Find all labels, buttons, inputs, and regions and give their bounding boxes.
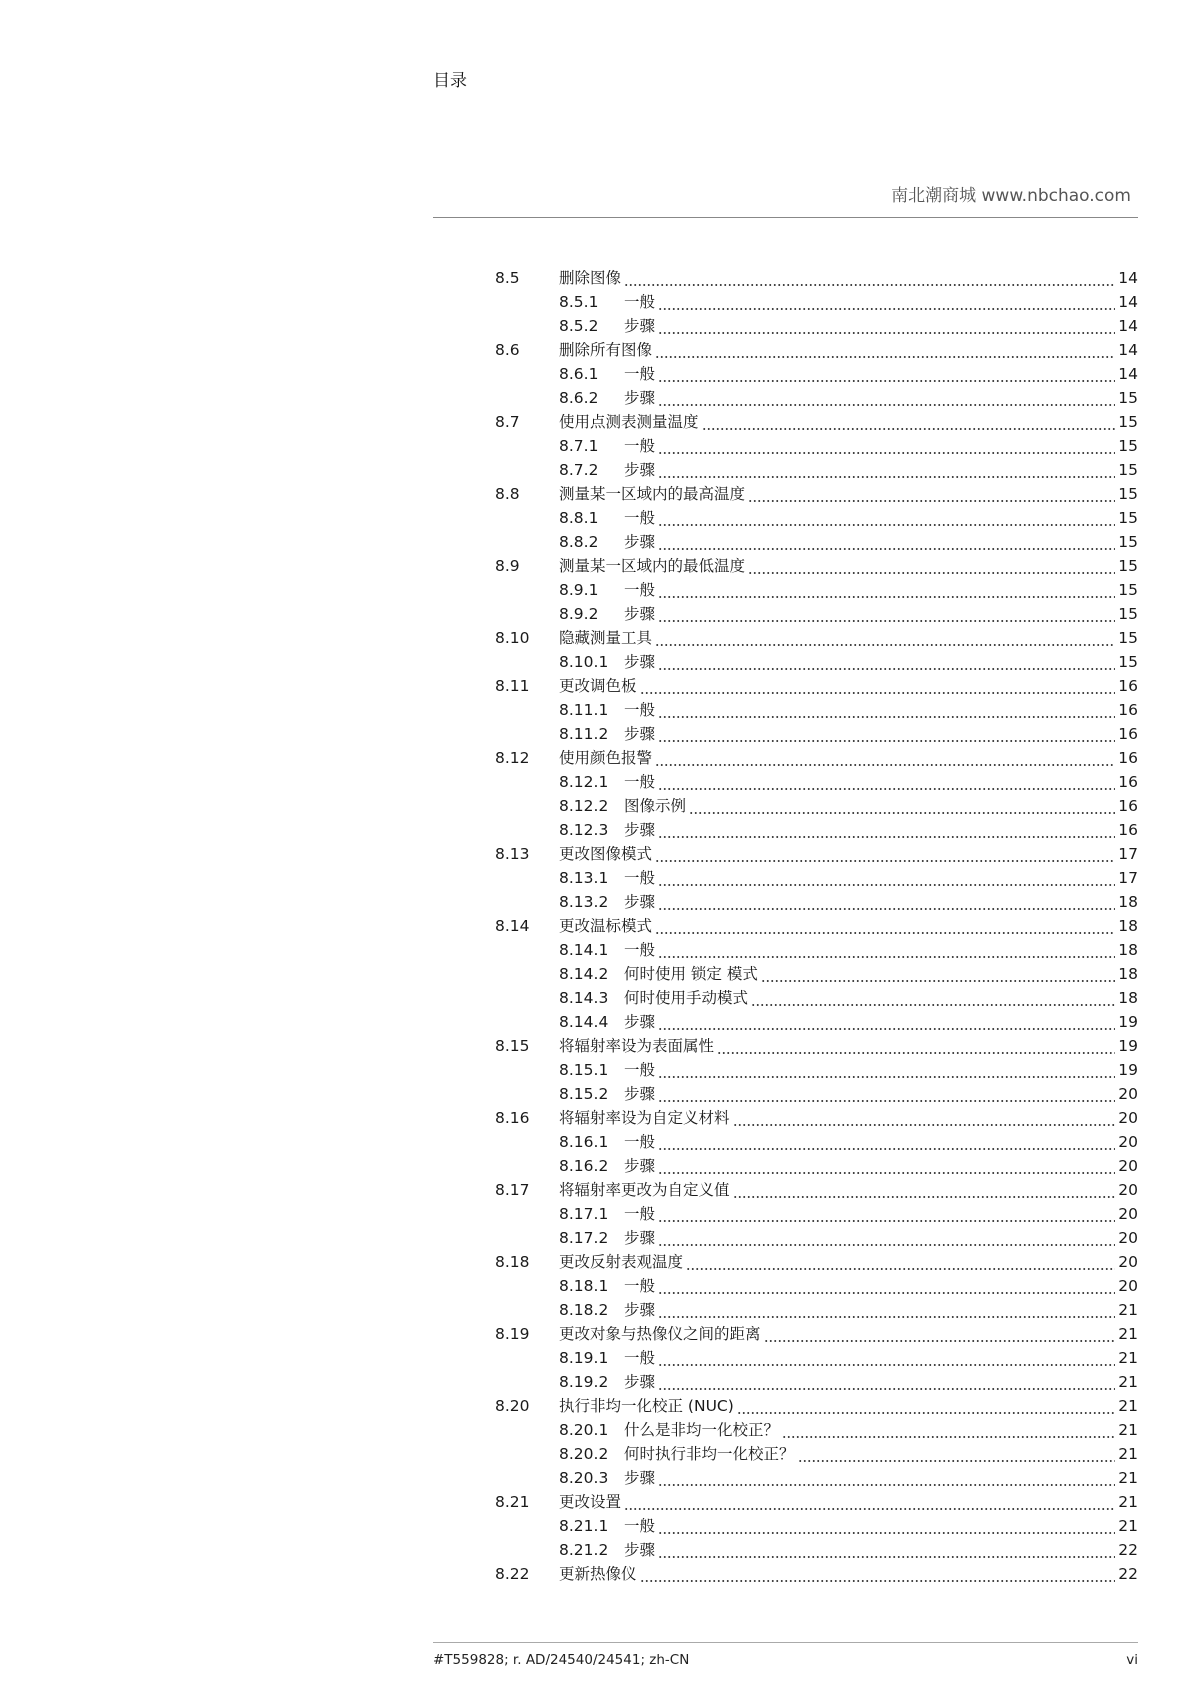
toc-entry-number: 8.5.1: [559, 293, 599, 311]
toc-entry-title: 使用颜色报警: [559, 749, 653, 767]
toc-entry[interactable]: [495, 746, 1138, 770]
toc-entry-title: 一般: [624, 1349, 656, 1367]
toc-dot-leader: [658, 884, 1115, 886]
toc-subentry[interactable]: [495, 1442, 1138, 1466]
toc-entry[interactable]: [495, 338, 1138, 362]
toc-entry-number: 8.11: [495, 677, 530, 695]
toc-dot-leader: [748, 572, 1115, 574]
toc-entry[interactable]: [495, 1178, 1138, 1202]
toc-entry-page: 15: [1118, 413, 1138, 431]
toc-entry-title: 执行非均一化校正 (NUC): [559, 1397, 734, 1415]
toc-entry-number: 8.13.2: [559, 893, 609, 911]
toc-entry-page: 21: [1118, 1445, 1138, 1463]
toc-dot-leader: [655, 860, 1115, 862]
toc-dot-leader: [689, 812, 1115, 814]
toc-entry[interactable]: [495, 1562, 1138, 1586]
toc-entry-page: 22: [1118, 1541, 1138, 1559]
toc-subentry[interactable]: [495, 866, 1138, 890]
toc-entry-number: 8.6: [495, 341, 520, 359]
toc-entry-title: 一般: [624, 1061, 656, 1079]
toc-entry-title: 什么是非均一化校正？: [624, 1421, 780, 1439]
toc-subentry[interactable]: [495, 1010, 1138, 1034]
toc-dot-leader: [658, 1244, 1115, 1246]
toc-entry-page: 16: [1118, 821, 1138, 839]
toc-subentry[interactable]: [495, 1538, 1138, 1562]
toc-subentry[interactable]: [495, 506, 1138, 530]
toc-dot-leader: [658, 1316, 1115, 1318]
toc-entry-number: 8.14.4: [559, 1013, 609, 1031]
toc-subentry[interactable]: [495, 1298, 1138, 1322]
toc-entry-title: 步骤: [624, 461, 656, 479]
toc-entry-page: 21: [1118, 1421, 1138, 1439]
toc-dot-leader: [658, 596, 1115, 598]
toc-dot-leader: [748, 500, 1115, 502]
toc-dot-leader: [658, 788, 1115, 790]
toc-entry-number: 8.5: [495, 269, 520, 287]
toc-dot-leader: [658, 1556, 1115, 1558]
toc-entry-number: 8.8: [495, 485, 520, 503]
toc-entry-title: 步骤: [624, 317, 656, 335]
toc-entry-page: 21: [1118, 1493, 1138, 1511]
toc-subentry[interactable]: [495, 578, 1138, 602]
toc-entry-title: 使用点测表测量温度: [559, 413, 699, 431]
toc-entry-number: 8.20: [495, 1397, 530, 1415]
toc-entry-number: 8.16: [495, 1109, 530, 1127]
toc-entry-page: 14: [1118, 269, 1138, 287]
toc-entry-title: 一般: [624, 1133, 656, 1151]
toc-entry-page: 18: [1118, 941, 1138, 959]
toc-entry-page: 18: [1118, 917, 1138, 935]
toc-entry-title: 更新热像仪: [559, 1565, 637, 1583]
toc-dot-leader: [764, 1340, 1116, 1342]
toc-entry-number: 8.14.3: [559, 989, 609, 1007]
toc-entry-page: 21: [1118, 1349, 1138, 1367]
toc-dot-leader: [733, 1124, 1116, 1126]
toc-entry-title: 一般: [624, 1205, 656, 1223]
header-divider: [433, 217, 1138, 218]
toc-subentry[interactable]: [495, 986, 1138, 1010]
toc-entry-page: 14: [1118, 317, 1138, 335]
toc-entry-number: 8.12: [495, 749, 530, 767]
toc-entry-title: 步骤: [624, 1373, 656, 1391]
toc-entry-page: 20: [1118, 1277, 1138, 1295]
toc-entry-number: 8.5.2: [559, 317, 599, 335]
toc-entry-title: 步骤: [624, 1301, 656, 1319]
toc-subentry[interactable]: [495, 1514, 1138, 1538]
toc-entry-title: 步骤: [624, 605, 656, 623]
toc-subentry[interactable]: [495, 698, 1138, 722]
toc-entry-page: 15: [1118, 581, 1138, 599]
toc-entry-title: 步骤: [624, 389, 656, 407]
toc-dot-leader: [658, 1292, 1115, 1294]
toc-entry[interactable]: [495, 1034, 1138, 1058]
toc-entry-title: 更改调色板: [559, 677, 637, 695]
toc-entry-number: 8.11.2: [559, 725, 609, 743]
toc-entry-number: 8.21.1: [559, 1517, 609, 1535]
toc-entry-page: 15: [1118, 605, 1138, 623]
toc-entry-number: 8.18.1: [559, 1277, 609, 1295]
toc-entry-page: 20: [1118, 1229, 1138, 1247]
toc-entry-page: 20: [1118, 1085, 1138, 1103]
toc-entry-page: 20: [1118, 1181, 1138, 1199]
toc-entry-page: 14: [1118, 365, 1138, 383]
toc-entry-page: 21: [1118, 1301, 1138, 1319]
toc-dot-leader: [658, 452, 1115, 454]
toc-entry-number: 8.19.2: [559, 1373, 609, 1391]
toc-entry-title: 步骤: [624, 1085, 656, 1103]
toc-entry-page: 20: [1118, 1133, 1138, 1151]
toc-entry-title: 图像示例: [624, 797, 687, 815]
toc-entry-number: 8.8.1: [559, 509, 599, 527]
toc-subentry[interactable]: [495, 818, 1138, 842]
toc-entry-page: 18: [1118, 989, 1138, 1007]
toc-dot-leader: [658, 404, 1115, 406]
toc-subentry[interactable]: [495, 1274, 1138, 1298]
toc-dot-leader: [658, 908, 1115, 910]
toc-entry-title: 步骤: [624, 653, 656, 671]
toc-subentry[interactable]: [495, 1226, 1138, 1250]
footer-divider: [433, 1642, 1138, 1643]
toc-entry-page: 20: [1118, 1205, 1138, 1223]
toc-dot-leader: [624, 284, 1115, 286]
toc-dot-leader: [655, 764, 1115, 766]
toc-entry-page: 15: [1118, 461, 1138, 479]
toc-entry-title: 测量某一区域内的最低温度: [559, 557, 746, 575]
toc-entry-title: 一般: [624, 437, 656, 455]
toc-entry-number: 8.18: [495, 1253, 530, 1271]
toc-entry[interactable]: [495, 1394, 1138, 1418]
toc-entry-title: 步骤: [624, 1013, 656, 1031]
toc-entry-number: 8.15.2: [559, 1085, 609, 1103]
toc-subentry[interactable]: [495, 1346, 1138, 1370]
toc-subentry[interactable]: [495, 1082, 1138, 1106]
toc-subentry[interactable]: [495, 1058, 1138, 1082]
toc-subentry[interactable]: [495, 434, 1138, 458]
toc-subentry[interactable]: [495, 362, 1138, 386]
toc-entry-page: 22: [1118, 1565, 1138, 1583]
toc-dot-leader: [658, 476, 1115, 478]
toc-entry-title: 一般: [624, 701, 656, 719]
toc-entry-page: 14: [1118, 341, 1138, 359]
toc-dot-leader: [658, 380, 1115, 382]
toc-entry-number: 8.20.3: [559, 1469, 609, 1487]
toc-entry-page: 19: [1118, 1037, 1138, 1055]
toc-dot-leader: [658, 548, 1115, 550]
toc-dot-leader: [658, 956, 1115, 958]
toc-dot-leader: [655, 356, 1115, 358]
toc-entry-title: 将辐射率设为表面属性: [559, 1037, 715, 1055]
toc-entry-title: 一般: [624, 293, 656, 311]
toc-entry-page: 15: [1118, 629, 1138, 647]
toc-entry-page: 20: [1118, 1157, 1138, 1175]
toc-entry-page: 15: [1118, 653, 1138, 671]
toc-entry-page: 16: [1118, 797, 1138, 815]
toc-entry-title: 何时使用 锁定 模式: [624, 965, 758, 983]
toc-entry-number: 8.12.3: [559, 821, 609, 839]
toc-subentry[interactable]: [495, 1418, 1138, 1442]
toc-entry-page: 21: [1118, 1373, 1138, 1391]
toc-entry-number: 8.9.1: [559, 581, 599, 599]
toc-entry-number: 8.14: [495, 917, 530, 935]
toc-entry-title: 一般: [624, 869, 656, 887]
toc-dot-leader: [658, 1148, 1115, 1150]
toc-dot-leader: [658, 1100, 1115, 1102]
toc-entry[interactable]: [495, 914, 1138, 938]
toc-entry-number: 8.21.2: [559, 1541, 609, 1559]
toc-entry-title: 测量某一区域内的最高温度: [559, 485, 746, 503]
toc-dot-leader: [640, 692, 1116, 694]
toc-entry-number: 8.7.1: [559, 437, 599, 455]
toc-subentry[interactable]: [495, 458, 1138, 482]
toc-entry-title: 一般: [624, 509, 656, 527]
toc-entry-number: 8.17.2: [559, 1229, 609, 1247]
toc-dot-leader: [751, 1004, 1115, 1006]
toc-entry-number: 8.19.1: [559, 1349, 609, 1367]
toc-dot-leader: [655, 644, 1115, 646]
toc-entry-title: 步骤: [624, 1541, 656, 1559]
toc-entry-page: 20: [1118, 1253, 1138, 1271]
toc-dot-leader: [658, 1388, 1115, 1390]
toc-entry-number: 8.15: [495, 1037, 530, 1055]
toc-entry[interactable]: [495, 1250, 1138, 1274]
toc-entry-number: 8.17: [495, 1181, 530, 1199]
toc-entry-number: 8.17.1: [559, 1205, 609, 1223]
toc-entry-page: 15: [1118, 509, 1138, 527]
toc-dot-leader: [686, 1268, 1115, 1270]
toc-entry-title: 一般: [624, 941, 656, 959]
toc-entry-page: 21: [1118, 1397, 1138, 1415]
toc-entry-page: 18: [1118, 893, 1138, 911]
toc-entry-number: 8.20.1: [559, 1421, 609, 1439]
toc-dot-leader: [737, 1412, 1115, 1414]
toc-entry[interactable]: [495, 266, 1138, 290]
toc-entry-page: 15: [1118, 389, 1138, 407]
toc-entry-number: 8.13: [495, 845, 530, 863]
toc-entry-number: 8.16.2: [559, 1157, 609, 1175]
toc-entry-page: 16: [1118, 701, 1138, 719]
footer-page-number: vi: [1126, 1652, 1138, 1668]
footer-doc-id: #T559828; r. AD/24540/24541; zh-CN: [433, 1652, 690, 1668]
toc-entry-title: 一般: [624, 1277, 656, 1295]
toc-entry-number: 8.11.1: [559, 701, 609, 719]
toc-subentry[interactable]: [495, 1466, 1138, 1490]
toc-entry-number: 8.6.2: [559, 389, 599, 407]
toc-entry[interactable]: [495, 410, 1138, 434]
toc-entry-page: 15: [1118, 437, 1138, 455]
toc-entry-number: 8.13.1: [559, 869, 609, 887]
toc-entry-page: 20: [1118, 1109, 1138, 1127]
toc-entry-title: 何时执行非均一化校正？: [624, 1445, 795, 1463]
toc-entry-title: 步骤: [624, 1157, 656, 1175]
toc-entry-title: 更改对象与热像仪之间的距离: [559, 1325, 761, 1343]
toc-entry-title: 一般: [624, 773, 656, 791]
toc-entry-number: 8.9: [495, 557, 520, 575]
toc-entry-page: 16: [1118, 725, 1138, 743]
toc-entry[interactable]: [495, 626, 1138, 650]
toc-entry-title: 步骤: [624, 533, 656, 551]
toc-entry-number: 8.15.1: [559, 1061, 609, 1079]
toc-entry-number: 8.10.1: [559, 653, 609, 671]
toc-entry-page: 21: [1118, 1469, 1138, 1487]
toc-entry-page: 16: [1118, 677, 1138, 695]
toc-subentry[interactable]: [495, 1202, 1138, 1226]
toc-entry-title: 一般: [624, 581, 656, 599]
toc-entry-page: 15: [1118, 485, 1138, 503]
toc-subentry[interactable]: [495, 794, 1138, 818]
toc-subentry[interactable]: [495, 770, 1138, 794]
toc-dot-leader: [658, 1484, 1115, 1486]
toc-entry-page: 21: [1118, 1517, 1138, 1535]
toc-subentry[interactable]: [495, 314, 1138, 338]
toc-dot-leader: [658, 836, 1115, 838]
toc-subentry[interactable]: [495, 962, 1138, 986]
toc-entry-page: 14: [1118, 293, 1138, 311]
toc-dot-leader: [658, 1220, 1115, 1222]
toc-entry-page: 19: [1118, 1061, 1138, 1079]
toc-dot-leader: [658, 1076, 1115, 1078]
toc-entry-number: 8.14.2: [559, 965, 609, 983]
toc-entry-page: 16: [1118, 749, 1138, 767]
toc-dot-leader: [658, 1172, 1115, 1174]
toc-entry-title: 将辐射率更改为自定义值: [559, 1181, 730, 1199]
toc-dot-leader: [702, 428, 1116, 430]
toc-entry-number: 8.7.2: [559, 461, 599, 479]
toc-entry-page: 17: [1118, 869, 1138, 887]
toc-dot-leader: [658, 524, 1115, 526]
toc-entry-number: 8.10: [495, 629, 530, 647]
toc-entry-title: 步骤: [624, 1229, 656, 1247]
toc-dot-leader: [655, 932, 1115, 934]
toc-subentry[interactable]: [495, 290, 1138, 314]
toc-subentry[interactable]: [495, 530, 1138, 554]
toc-entry-number: 8.21: [495, 1493, 530, 1511]
toc-subentry[interactable]: [495, 722, 1138, 746]
toc-dot-leader: [658, 1364, 1115, 1366]
toc-dot-leader: [658, 716, 1115, 718]
toc-dot-leader: [717, 1052, 1115, 1054]
toc-subentry[interactable]: [495, 1154, 1138, 1178]
toc-dot-leader: [624, 1508, 1115, 1510]
toc-entry-title: 更改反射表观温度: [559, 1253, 684, 1271]
toc-entry[interactable]: [495, 1106, 1138, 1130]
toc-entry-page: 15: [1118, 533, 1138, 551]
toc-dot-leader: [733, 1196, 1116, 1198]
toc-entry-page: 19: [1118, 1013, 1138, 1031]
toc-entry-number: 8.7: [495, 413, 520, 431]
toc-entry-title: 更改设置: [559, 1493, 622, 1511]
toc-entry-page: 17: [1118, 845, 1138, 863]
toc-entry-page: 21: [1118, 1325, 1138, 1343]
toc-entry-title: 何时使用手动模式: [624, 989, 749, 1007]
toc-entry[interactable]: [495, 482, 1138, 506]
toc-entry-title: 更改温标模式: [559, 917, 653, 935]
toc-entry-number: 8.6.1: [559, 365, 599, 383]
toc-entry-number: 8.9.2: [559, 605, 599, 623]
toc-dot-leader: [798, 1460, 1116, 1462]
toc-dot-leader: [658, 668, 1115, 670]
toc-entry-page: 16: [1118, 773, 1138, 791]
toc-entry-number: 8.16.1: [559, 1133, 609, 1151]
toc-entry-number: 8.22: [495, 1565, 530, 1583]
toc-subentry[interactable]: [495, 938, 1138, 962]
toc-entry-title: 删除所有图像: [559, 341, 653, 359]
toc-dot-leader: [658, 1028, 1115, 1030]
toc-entry[interactable]: [495, 554, 1138, 578]
toc-entry-title: 步骤: [624, 893, 656, 911]
toc-dot-leader: [658, 308, 1115, 310]
toc-entry-page: 18: [1118, 965, 1138, 983]
toc-entry-title: 一般: [624, 1517, 656, 1535]
watermark: 南北潮商城 www.nbchao.com: [891, 186, 1131, 206]
toc-entry-number: 8.8.2: [559, 533, 599, 551]
toc-dot-leader: [782, 1436, 1115, 1438]
toc-entry-number: 8.12.2: [559, 797, 609, 815]
toc-subentry[interactable]: [495, 386, 1138, 410]
toc-entry-title: 步骤: [624, 821, 656, 839]
table-of-contents: [495, 266, 1138, 1586]
toc-entry-title: 隐藏测量工具: [559, 629, 653, 647]
section-label: 目录: [433, 71, 467, 91]
toc-subentry[interactable]: [495, 1130, 1138, 1154]
toc-entry[interactable]: [495, 1490, 1138, 1514]
toc-entry-number: 8.19: [495, 1325, 530, 1343]
toc-entry[interactable]: [495, 842, 1138, 866]
toc-dot-leader: [658, 332, 1115, 334]
toc-entry-title: 一般: [624, 365, 656, 383]
toc-entry-number: 8.12.1: [559, 773, 609, 791]
toc-entry[interactable]: [495, 674, 1138, 698]
toc-entry-title: 步骤: [624, 725, 656, 743]
toc-subentry[interactable]: [495, 1370, 1138, 1394]
toc-dot-leader: [658, 1532, 1115, 1534]
toc-entry-number: 8.18.2: [559, 1301, 609, 1319]
toc-dot-leader: [658, 740, 1115, 742]
toc-dot-leader: [761, 980, 1115, 982]
toc-entry-title: 将辐射率设为自定义材料: [559, 1109, 730, 1127]
toc-entry[interactable]: [495, 1322, 1138, 1346]
toc-dot-leader: [640, 1580, 1116, 1582]
toc-entry-title: 更改图像模式: [559, 845, 653, 863]
toc-subentry[interactable]: [495, 890, 1138, 914]
toc-dot-leader: [658, 620, 1115, 622]
toc-entry-number: 8.14.1: [559, 941, 609, 959]
toc-subentry[interactable]: [495, 602, 1138, 626]
toc-subentry[interactable]: [495, 650, 1138, 674]
toc-entry-page: 15: [1118, 557, 1138, 575]
toc-entry-title: 删除图像: [559, 269, 622, 287]
toc-entry-number: 8.20.2: [559, 1445, 609, 1463]
toc-entry-title: 步骤: [624, 1469, 656, 1487]
